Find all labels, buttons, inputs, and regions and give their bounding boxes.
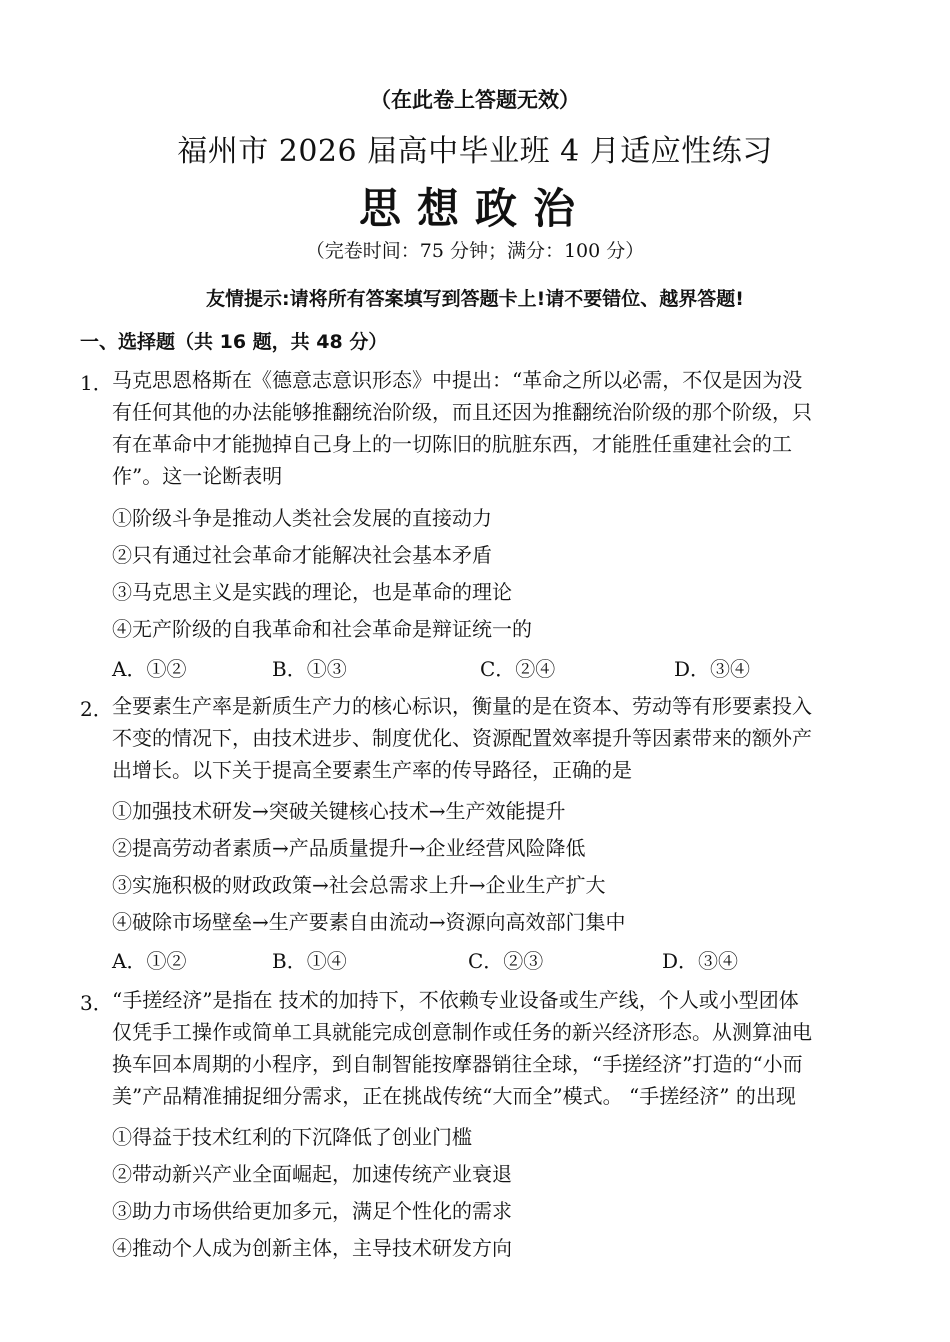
answer-choice: D．③④ [674, 657, 751, 681]
stem-line: 出增长。以下关于提高全要素生产率的传导路径，正确的是 [112, 758, 632, 782]
stem-line: 马克思恩格斯在《德意志意识形态》中提出：“革命之所以必需，不仅是因为没 [112, 368, 803, 392]
answer-choice: D．③④ [662, 949, 739, 973]
statement-option: ③马克思主义是实践的理论，也是革命的理论 [112, 580, 512, 604]
subject-title: 思想政治 [358, 184, 591, 233]
statement-option: ①加强技术研发→突破关键核心技术→生产效能提升 [112, 799, 566, 823]
answer-choice: C．②③ [468, 949, 544, 973]
question-stem [112, 364, 872, 492]
stem-line: 有在革命中才能抛掉自己身上的一切陈旧的肮脏东西，才能胜任重建社会的工 [112, 432, 792, 456]
statement-option: ②带动新兴产业全面崛起，加速传统产业衰退 [112, 1162, 512, 1186]
answer-choice: B．①③ [272, 657, 347, 681]
stem-line: 有任何其他的办法能够推翻统治阶级，而且还因为推翻统治阶级的那个阶级，只 [112, 400, 812, 424]
statement-option: ③实施积极的财政政策→社会总需求上升→企业生产扩大 [112, 873, 606, 897]
statement-option: ②只有通过社会革命才能解决社会基本矛盾 [112, 543, 492, 567]
answer-choice: C．②④ [480, 657, 556, 681]
answer-choice: A．①② [112, 949, 187, 973]
question-stem [112, 984, 872, 1112]
question-number: 3． [80, 991, 113, 1015]
statement-option: ③助力市场供给更加多元，满足个性化的需求 [112, 1199, 512, 1223]
statement-option: ④推动个人成为创新主体，主导技术研发方向 [112, 1236, 512, 1260]
statement-option: ④破除市场壁垒→生产要素自由流动→资源向高效部门集中 [112, 910, 626, 934]
answer-choice: B．①④ [272, 949, 347, 973]
question-number: 2． [80, 697, 113, 721]
stem-line: 全要素生产率是新质生产力的核心标识，衡量的是在资本、劳动等有形要素投入 [112, 694, 812, 718]
stem-line: 仅凭手工操作或简单工具就能完成创意制作或任务的新兴经济形态。从测算油电 [112, 1020, 812, 1044]
question-stem [112, 690, 872, 786]
stem-line: 换车回本周期的小程序，到自制智能按摩器销往全球，“手搓经济”打造的“小而 [112, 1052, 803, 1076]
statement-option: ①阶级斗争是推动人类社会发展的直接动力 [112, 506, 492, 530]
stem-line: 作”。这一论断表明 [112, 464, 283, 488]
answer-choice: A．①② [112, 657, 187, 681]
exam-title: 福州市 2026 届高中毕业班 4 月适应性练习 [177, 134, 773, 169]
statement-option: ②提高劳动者素质→产品质量提升→企业经营风险降低 [112, 836, 586, 860]
stem-line: “手搓经济”是指在 技术的加持下，不依赖专业设备或生产线，个人或小型团体 [112, 988, 799, 1012]
invalid-answer-notice: （在此卷上答题无效） [370, 88, 580, 112]
stem-line: 不变的情况下，由技术进步、制度优化、资源配置效率提升等因素带来的额外产 [112, 726, 812, 750]
section-title: 一、选择题（共 16 题，共 48 分） [80, 331, 388, 353]
stem-line: 美”产品精准捕捉细分需求，正在挑战传统“大而全”模式。 “手搓经济” 的出现 [112, 1084, 796, 1108]
statement-option: ①得益于技术红利的下沉降低了创业门槛 [112, 1125, 472, 1149]
time-score-info: （完卷时间：75 分钟；满分：100 分） [305, 240, 645, 262]
statement-option: ④无产阶级的自我革命和社会革命是辩证统一的 [112, 617, 532, 641]
question-number: 1． [80, 371, 113, 395]
friendly-tip: 友情提示:请将所有答案填写到答题卡上!请不要错位、越界答题! [206, 288, 744, 310]
